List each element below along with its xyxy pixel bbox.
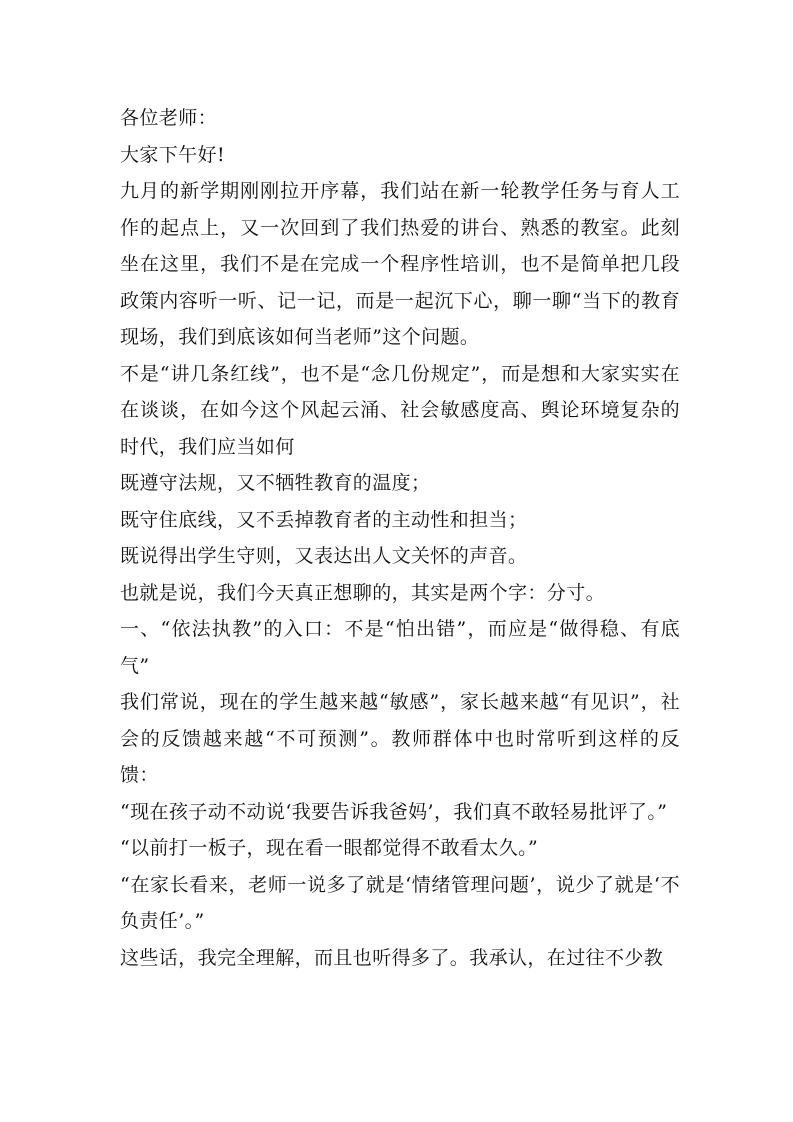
list-item-care: 既说得出学生守则，又表达出人文关怀的声音。	[120, 545, 528, 567]
quote-1: “现在孩子动不动说‘我要告诉我爸妈’，我们真不敢轻易批评了。”	[120, 800, 668, 823]
section-heading-1: 一、“依法执教”的入口：不是“怕出错”，而应是“做得稳、有底气”	[120, 618, 680, 677]
document-body	[120, 100, 680, 976]
paragraph-feedback: 我们常说，现在的学生越来越“敏感”，家长越来越“有见识”，社会的反馈越来越“不可预测”。教师群体中也时常听到这样的反馈：	[120, 691, 680, 786]
list-item-bottom-line: 既守住底线，又不丢掉教育者的主动性和担当；	[120, 508, 528, 531]
quote-3: “在家长看来，老师一说多了就是‘情绪管理问题’，说少了就是‘不负责任’。”	[120, 873, 680, 932]
paragraph-understanding: 这些话，我完全理解，而且也听得多了。我承认，在过往不少教	[120, 946, 664, 969]
salutation: 各位老师：	[120, 107, 218, 129]
paragraph-topic: 也就是说，我们今天真正想聊的，其实是两个字：分寸。	[120, 581, 606, 604]
greeting: 大家下午好!	[120, 143, 226, 166]
paragraph-purpose: 不是“讲几条红线”，也不是“念几份规定”，而是想和大家实实在在谈谈，在如今这个风起云涌、社会敏感度高、舆论环境复杂的时代，我们应当如何	[120, 362, 680, 458]
list-item-law: 既遵守法规，又不牺牲教育的温度；	[120, 472, 431, 494]
quote-2: “以前打一板子，现在看一眼都觉得不敢看太久。”	[120, 837, 539, 859]
paragraph-intro: 九月的新学期刚刚拉开序幕，我们站在新一轮教学任务与育人工作的起点上，又一次回到了我们热爱的讲台、熟悉的教室。此刻坐在这里，我们不是在完成一个程序性培训，也不是简单把几段政策内容听一听、记一记，而是一起沉下心，聊一聊“当下的教育现场，我们到底该如何当老师”这个问题。	[120, 180, 680, 348]
